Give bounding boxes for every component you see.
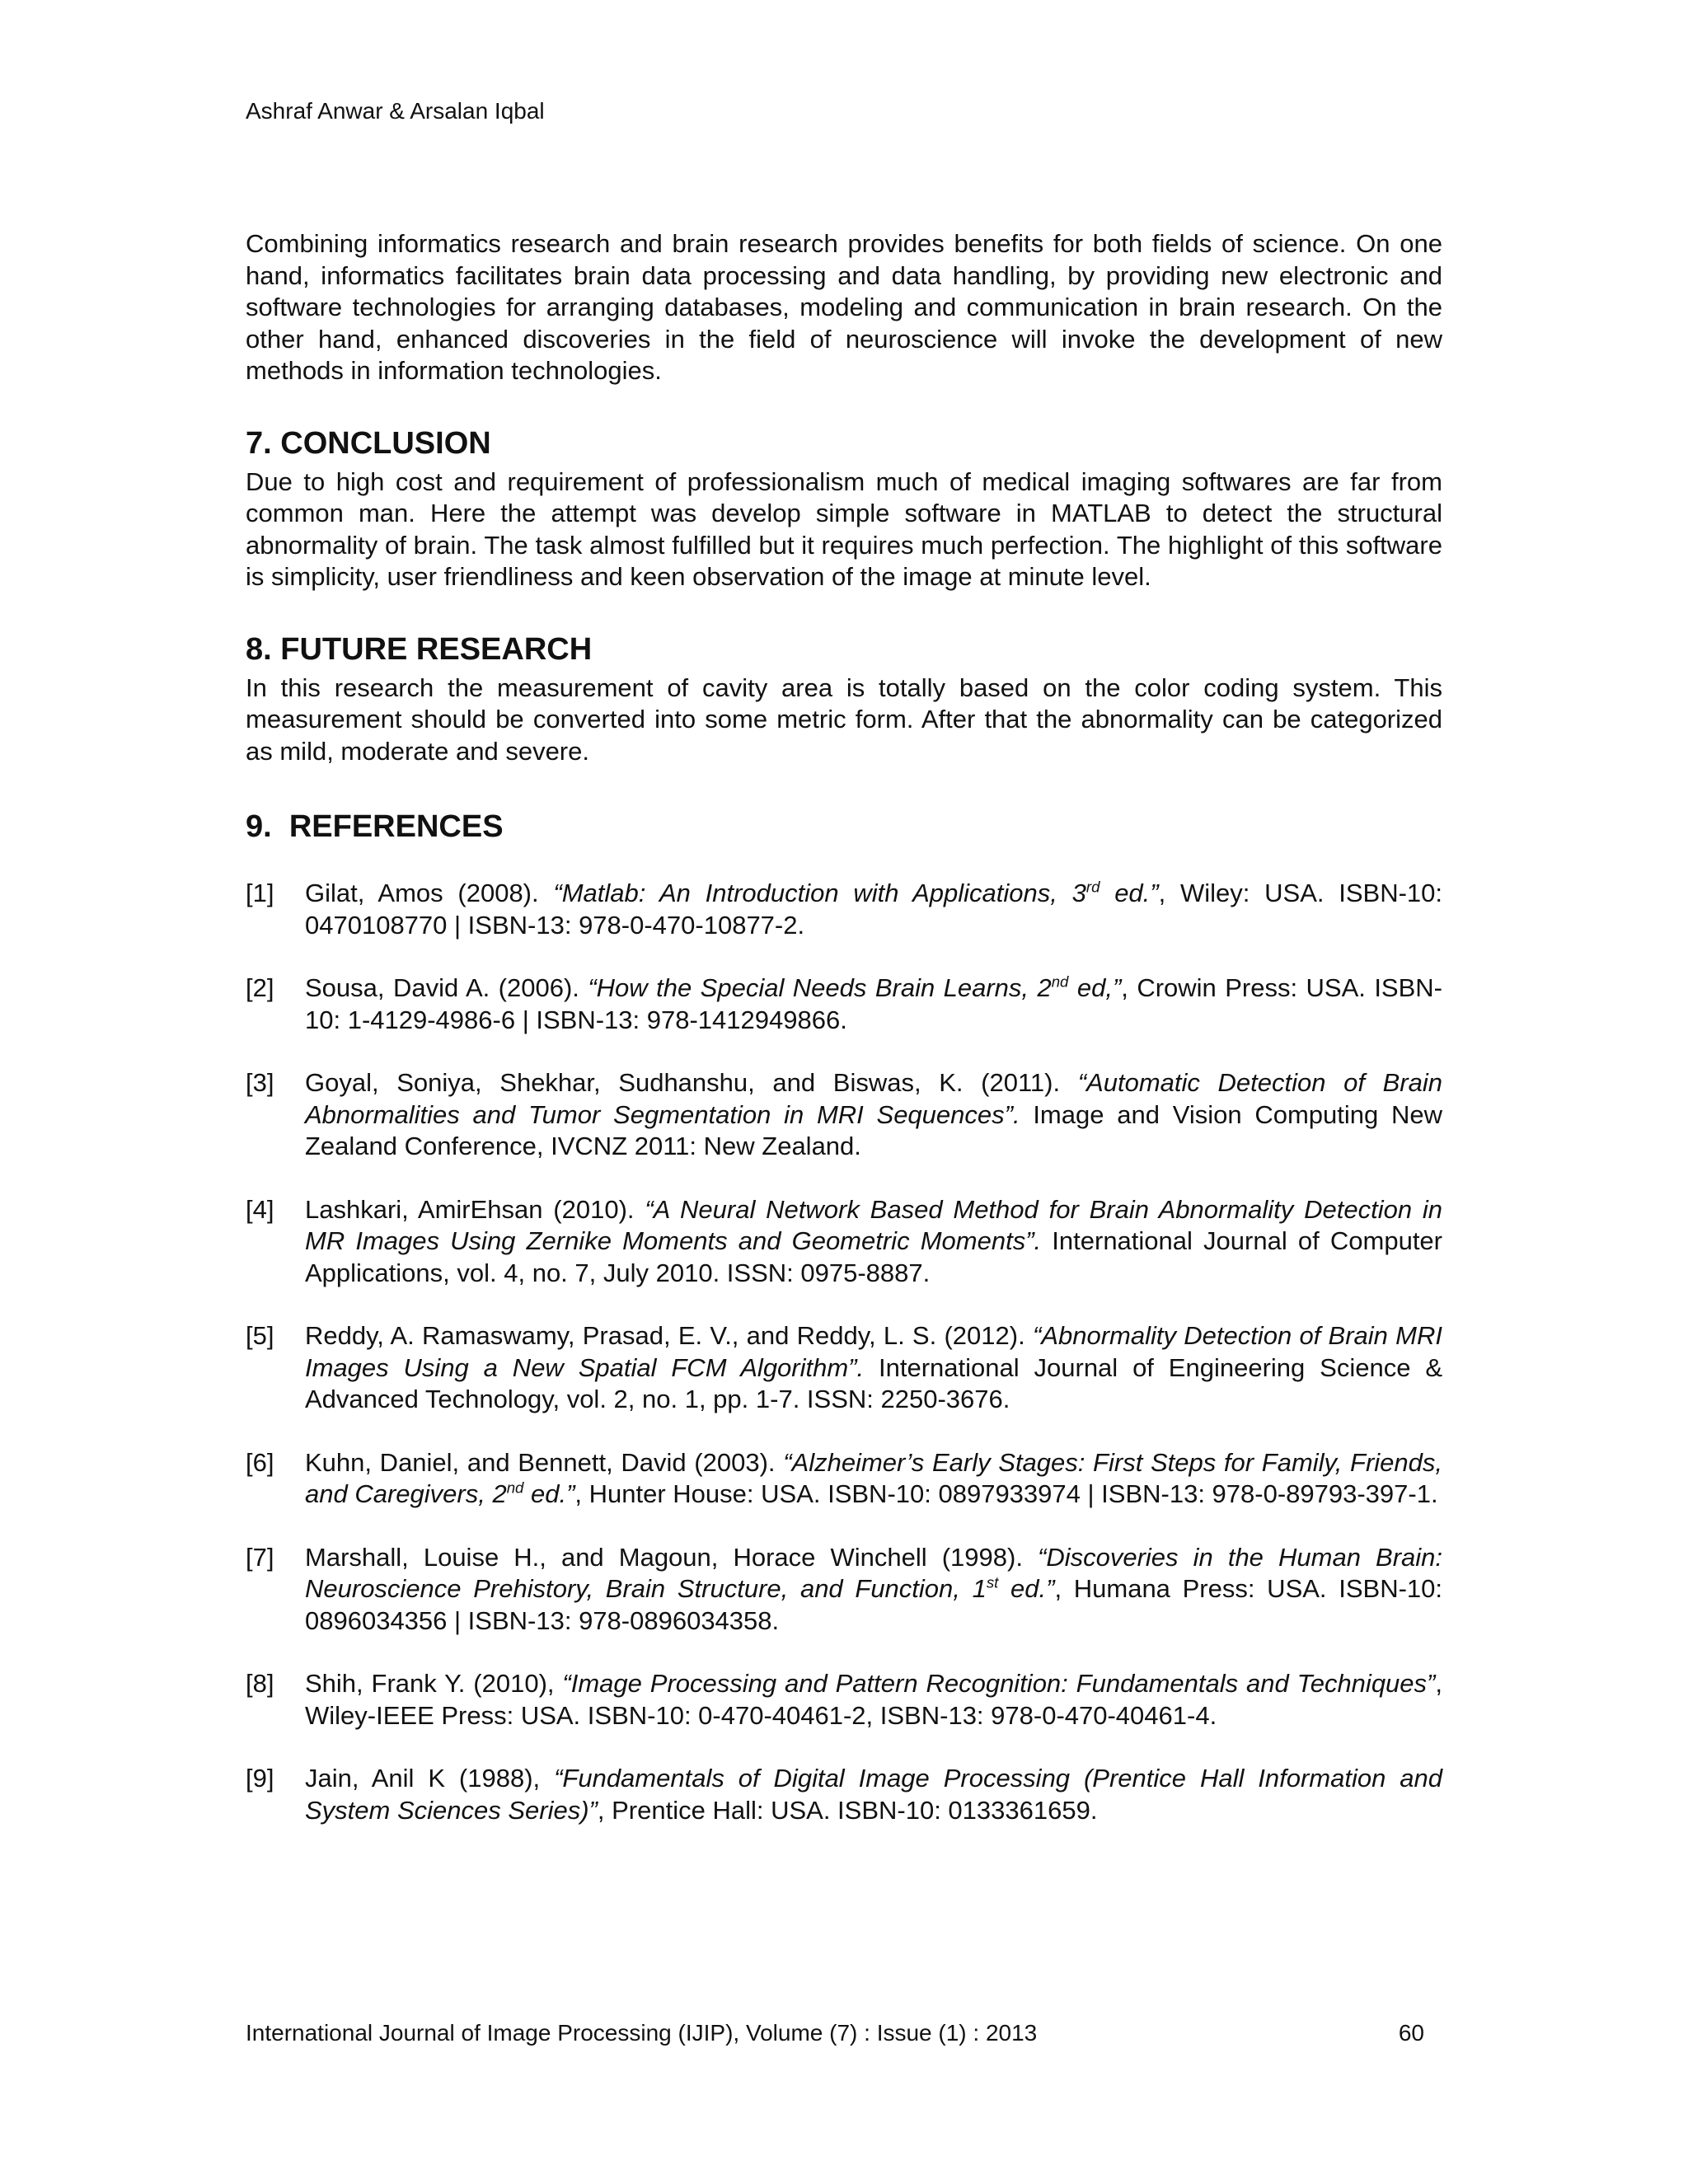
reference-publisher: , Crowin Press: USA. ISBN-10: 1-4129-4986-6 | ISBN-13: 978-1412949866. <box>305 973 1442 1034</box>
reference-publisher: Image and Vision Computing New Zealand Conference, IVCNZ 2011: New Zealand. <box>305 1099 1442 1160</box>
reference-text <box>305 1668 1442 1732</box>
reference-title-text: “Discoveries in the Human Brain: Neuroscience Prehistory, Brain Structure, and Function, 1 <box>305 1542 1442 1603</box>
section-number: 7. <box>246 425 272 461</box>
reference-text <box>305 1194 1442 1290</box>
section-heading-future-research <box>246 631 1442 668</box>
reference-item <box>246 1763 1442 1826</box>
reference-title-text: “Fundamentals of Digital Image Processing (Prentice Hall Information and System Sciences Series)” <box>305 1764 1442 1825</box>
reference-authors: Lashkari, AmirEhsan (2010). <box>305 1194 645 1224</box>
reference-title-text: “Automatic Detection of Brain Abnormalities and Tumor Segmentation in MRI Sequences”. <box>305 1068 1442 1129</box>
section-title: REFERENCES <box>288 809 504 844</box>
reference-text <box>305 1320 1442 1416</box>
reference-text <box>305 972 1442 1036</box>
reference-authors: Sousa, David A. (2006). <box>305 973 588 1002</box>
reference-title-superscript: nd <box>1051 972 1069 991</box>
reference-authors: Reddy, A. Ramaswamy, Prasad, E. V., and Reddy, L. S. (2012). <box>305 1321 1033 1350</box>
reference-list <box>246 878 1442 1826</box>
reference-publisher: , Wiley-IEEE Press: USA. ISBN-10: 0-470-40461-2, ISBN-13: 978-0-470-40461-4. <box>305 1669 1442 1730</box>
section-heading-references <box>246 808 1442 845</box>
reference-title <box>553 879 1158 907</box>
reference-publisher: International Journal of Engineering Science & Advanced Technology, vol. 2, no. 1, pp. 1-7. ISSN: 2250-3676. <box>305 1352 1442 1413</box>
page-number: 60 <box>1398 2020 1424 2046</box>
reference-title-text: “Alzheimer’s Early Stages: First Steps for Family, Friends, and Caregivers, 2 <box>305 1447 1442 1508</box>
future-research-paragraph: In this research the measurement of cavity area is totally based on the color coding system. This measurement should be converted into some metric form. After that the abnormality can be categorized as mild, moderate and severe. <box>246 673 1442 766</box>
reference-authors: Kuhn, Daniel, and Bennett, David (2003). <box>305 1447 784 1477</box>
reference-title <box>562 1669 1435 1698</box>
reference-title-text: “Abnormality Detection of Brain MRI Images Using a New Spatial FCM Algorithm”. <box>305 1321 1442 1382</box>
reference-authors: Marshall, Louise H., and Magoun, Horace Winchell (1998). <box>305 1542 1039 1572</box>
reference-publisher: , Hunter House: USA. ISBN-10: 0897933974 | ISBN-13: 978-0-89793-397-1. <box>574 1479 1438 1508</box>
reference-label: [2] <box>246 973 274 1002</box>
reference-title <box>588 973 1121 1002</box>
reference-label: [1] <box>246 879 274 907</box>
reference-publisher: , Humana Press: USA. ISBN-10: 0896034356 | ISBN-13: 978-0896034358. <box>305 1574 1443 1635</box>
section-number: 8. <box>246 631 272 667</box>
reference-text <box>305 1542 1442 1638</box>
reference-label: [3] <box>246 1068 274 1097</box>
reference-item <box>246 1447 1442 1511</box>
reference-title-text: “How the Special Needs Brain Learns, 2 <box>588 973 1052 1002</box>
footer-journal: International Journal of Image Processing (IJIP), Volume (7) : Issue (1) : 2013 <box>246 2020 1038 2046</box>
conclusion-paragraph: Due to high cost and requirement of professionalism much of medical imaging softwares are far from common man. Here the attempt was develop simple software in MATLAB to detect the structural abnormality of brain. The task almost fulfilled but it requires much perfection. The highlight of this software is simplicity, user friendliness and keen observation of the image at minute level. <box>246 466 1442 591</box>
main-content <box>246 228 1442 1858</box>
reference-text <box>305 1763 1442 1826</box>
intro-paragraph: Combining informatics research and brain research provides benefits for both fields of science. On one hand, informatics facilitates brain data processing and data handling, by providing new electronic and software technologies for arranging databases, modeling and communication in brain research. On the other hand, enhanced discoveries in the field of neuroscience will invoke the development of new methods in information technologies. <box>246 229 1442 385</box>
reference-label: [8] <box>246 1669 274 1698</box>
reference-item <box>246 878 1442 941</box>
reference-title-superscript: nd <box>506 1479 524 1497</box>
reference-authors: Gilat, Amos (2008). <box>305 879 554 907</box>
running-head-authors: Ashraf Anwar & Arsalan Iqbal <box>246 98 545 124</box>
reference-item <box>246 1320 1442 1416</box>
section-title: FUTURE RESEARCH <box>280 631 593 667</box>
reference-item <box>246 1067 1442 1163</box>
reference-title-end: ed,” <box>1068 973 1122 1002</box>
page-footer <box>246 2019 1424 2047</box>
reference-title-text: “Matlab: An Introduction with Applications, 3 <box>553 879 1086 907</box>
reference-item <box>246 1668 1442 1732</box>
reference-authors: Shih, Frank Y. (2010), <box>305 1669 563 1698</box>
reference-label: [5] <box>246 1321 274 1350</box>
reference-item <box>246 1194 1442 1290</box>
reference-label: [9] <box>246 1764 274 1793</box>
reference-title-text: “Image Processing and Pattern Recognition: Fundamentals and Techniques” <box>562 1669 1436 1698</box>
reference-text <box>305 1067 1442 1163</box>
reference-label: [7] <box>246 1542 274 1572</box>
reference-text <box>305 1447 1442 1511</box>
reference-item <box>246 1542 1442 1638</box>
reference-title-end: ed.” <box>1100 879 1159 907</box>
section-number: 9. <box>246 809 272 844</box>
reference-authors: Goyal, Soniya, Shekhar, Sudhanshu, and Biswas, K. (2011). <box>305 1068 1078 1097</box>
reference-title-text: “A Neural Network Based Method for Brain Abnormality Detection in MR Images Using Zernike Moments and Geometric Moments”. <box>305 1194 1442 1255</box>
reference-title-superscript: st <box>986 1573 999 1591</box>
reference-publisher: International Journal of Computer Applications, vol. 4, no. 7, July 2010. ISSN: 0975-8887. <box>305 1226 1442 1287</box>
reference-label: [4] <box>246 1194 274 1224</box>
reference-label: [6] <box>246 1447 274 1477</box>
reference-text <box>305 878 1442 941</box>
reference-title-end: ed.” <box>998 1574 1055 1603</box>
section-heading-conclusion <box>246 425 1442 462</box>
reference-publisher: , Wiley: USA. ISBN-10: 0470108770 | ISBN-13: 978-0-470-10877-2. <box>305 879 1443 940</box>
reference-item <box>246 972 1442 1036</box>
section-title: CONCLUSION <box>280 425 491 461</box>
reference-authors: Jain, Anil K (1988), <box>305 1764 555 1793</box>
reference-title-end: ed.” <box>523 1479 575 1508</box>
reference-publisher: , Prentice Hall: USA. ISBN-10: 0133361659. <box>597 1795 1098 1825</box>
reference-title-superscript: rd <box>1085 878 1100 896</box>
